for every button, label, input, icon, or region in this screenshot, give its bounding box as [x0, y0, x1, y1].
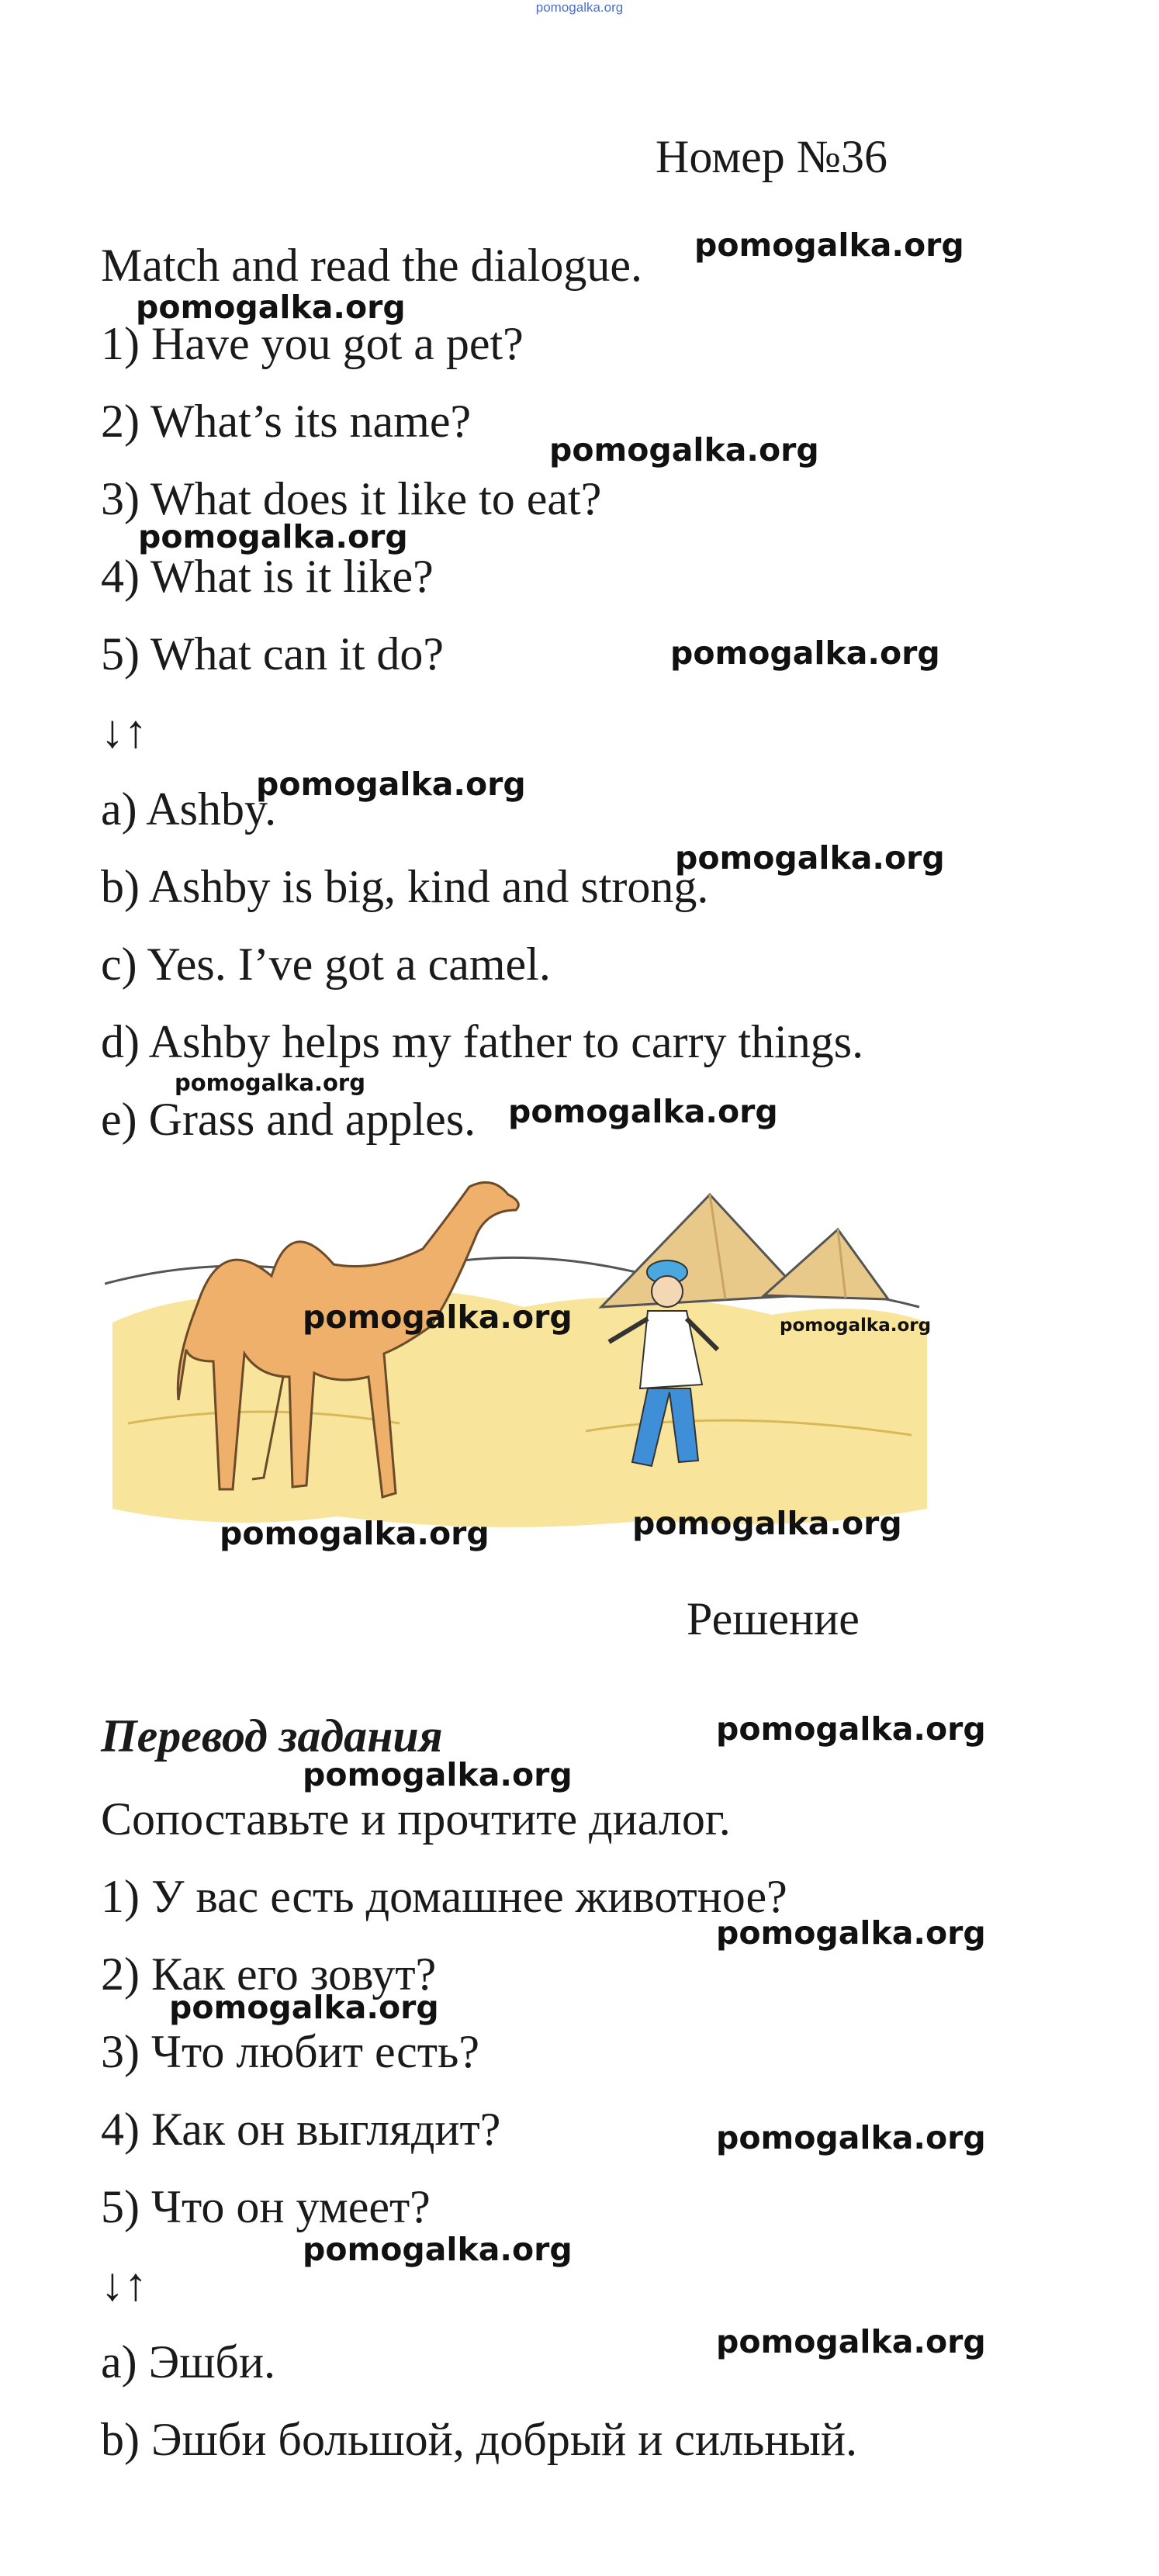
site-header-link[interactable]: pomogalka.org	[535, 0, 624, 15]
watermark: pomogalka.org	[175, 1070, 365, 1096]
watermark: pomogalka.org	[675, 839, 945, 877]
watermark: pomogalka.org	[716, 2323, 986, 2360]
translation-question-4: 4) Как он выглядит?	[101, 2104, 501, 2155]
watermark: pomogalka.org	[716, 1710, 986, 1748]
translation-arrows: ↓↑	[101, 2259, 147, 2310]
watermark: pomogalka.org	[303, 2231, 573, 2268]
translation-answer-b: b) Эшби большой, добрый и сильный.	[101, 2414, 857, 2465]
watermark: pomogalka.org	[716, 2119, 986, 2156]
watermark: pomogalka.org	[508, 1093, 778, 1130]
question-5: 5) What can it do?	[101, 628, 445, 679]
translation-question-2: 2) Как его зовут?	[101, 1948, 437, 2000]
task-number: Номер №36	[656, 131, 888, 182]
camel-desert-illustration	[105, 1167, 931, 1547]
watermark: pomogalka.org	[303, 1298, 573, 1336]
translation-instruction: Сопоставьте и прочтите диалог.	[101, 1793, 731, 1845]
watermark: pomogalka.org	[256, 766, 526, 803]
translation-question-1: 1) У вас есть домашнее животное?	[101, 1871, 787, 1922]
solution-heading: Решение	[687, 1593, 860, 1644]
watermark: pomogalka.org	[716, 1914, 986, 1952]
question-2: 2) What’s its name?	[101, 396, 472, 447]
translation-question-3: 3) Что любит есть?	[101, 2026, 479, 2077]
watermark: pomogalka.org	[303, 1756, 573, 1793]
answer-b: b) Ashby is big, kind and strong.	[101, 861, 709, 912]
answer-e: e) Grass and apples.	[101, 1094, 476, 1145]
watermark: pomogalka.org	[136, 289, 406, 326]
answer-a: a) Ashby.	[101, 783, 277, 835]
question-4: 4) What is it like?	[101, 551, 434, 602]
translation-question-5: 5) Что он умеет?	[101, 2181, 431, 2232]
question-3: 3) What does it like to eat?	[101, 473, 602, 524]
watermark: pomogalka.org	[220, 1515, 490, 1552]
watermark: pomogalka.org	[138, 518, 408, 555]
watermark: pomogalka.org	[169, 1989, 439, 2026]
watermark: pomogalka.org	[694, 226, 964, 264]
watermark: pomogalka.org	[780, 1316, 932, 1336]
pyramids	[601, 1195, 888, 1307]
translation-answer-a: a) Эшби.	[101, 2336, 276, 2388]
answer-d: d) Ashby helps my father to carry things.	[101, 1016, 864, 1067]
translation-heading: Перевод задания	[101, 1710, 443, 1762]
watermark: pomogalka.org	[632, 1505, 902, 1542]
instruction: Match and read the dialogue.	[101, 240, 643, 291]
watermark: pomogalka.org	[549, 431, 819, 469]
question-1: 1) Have you got a pet?	[101, 318, 524, 369]
watermark: pomogalka.org	[670, 634, 940, 672]
answer-c: c) Yes. I’ve got a camel.	[101, 939, 551, 990]
match-arrows: ↓↑	[101, 706, 147, 757]
